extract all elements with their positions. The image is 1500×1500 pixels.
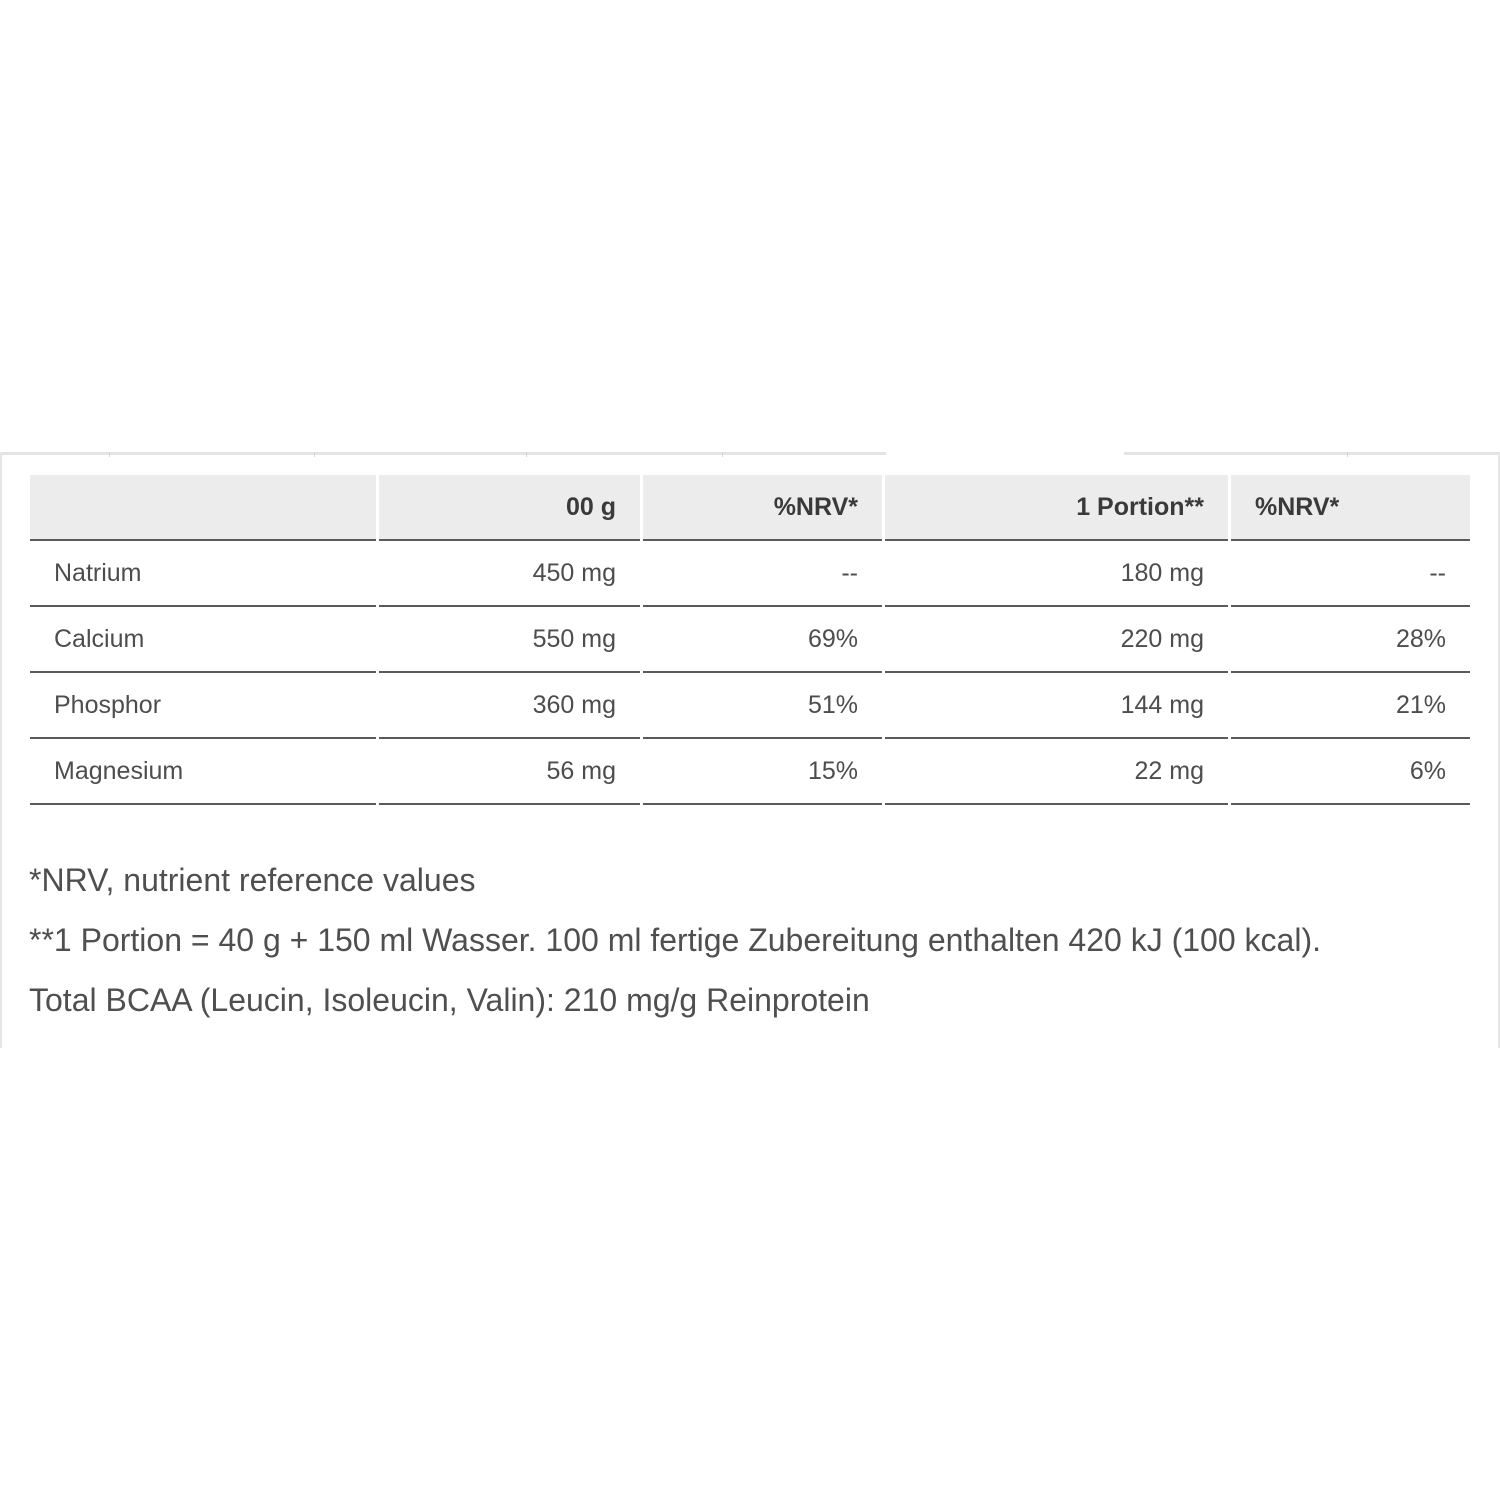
footnote-portion: **1 Portion = 40 g + 150 ml Wasser. 100 ml fertige Zubereitung enthalten 420 kJ (100 kcal). bbox=[29, 922, 1321, 958]
nrv-100g: 15% bbox=[643, 739, 882, 805]
nrv-portion: -- bbox=[1231, 541, 1470, 607]
column-tick bbox=[314, 452, 315, 457]
table-header-row bbox=[30, 475, 1470, 541]
amount-100g: 56 mg bbox=[379, 739, 640, 805]
header-nrv-portion: %NRV* bbox=[1231, 475, 1470, 541]
panel-top-border-right bbox=[1124, 452, 1500, 455]
table-row bbox=[30, 607, 1470, 673]
nrv-100g: 51% bbox=[643, 673, 882, 739]
header-nutrient bbox=[30, 475, 376, 541]
nutrition-table bbox=[27, 475, 1473, 805]
header-per-100g: 00 g bbox=[379, 475, 640, 541]
amount-100g: 360 mg bbox=[379, 673, 640, 739]
amount-portion: 220 mg bbox=[885, 607, 1228, 673]
nrv-portion: 6% bbox=[1231, 739, 1470, 805]
amount-100g: 550 mg bbox=[379, 607, 640, 673]
nrv-portion: 21% bbox=[1231, 673, 1470, 739]
amount-portion: 22 mg bbox=[885, 739, 1228, 805]
nrv-portion: 28% bbox=[1231, 607, 1470, 673]
nutrient-name: Calcium bbox=[30, 607, 376, 673]
nutrition-panel bbox=[0, 452, 1500, 1048]
column-tick bbox=[1347, 452, 1348, 457]
header-per-portion: 1 Portion** bbox=[885, 475, 1228, 541]
table-row bbox=[30, 739, 1470, 805]
footnote-bcaa: Total BCAA (Leucin, Isoleucin, Valin): 210 mg/g Reinprotein bbox=[29, 982, 870, 1018]
nrv-100g: 69% bbox=[643, 607, 882, 673]
column-tick bbox=[722, 452, 723, 457]
table-row bbox=[30, 673, 1470, 739]
header-nrv-100g: %NRV* bbox=[643, 475, 882, 541]
column-tick bbox=[526, 452, 527, 457]
footnote-nrv: *NRV, nutrient reference values bbox=[29, 862, 476, 898]
footnotes bbox=[29, 850, 1321, 1030]
table-row bbox=[30, 541, 1470, 607]
nutrient-name: Phosphor bbox=[30, 673, 376, 739]
nrv-100g: -- bbox=[643, 541, 882, 607]
amount-100g: 450 mg bbox=[379, 541, 640, 607]
nutrient-name: Natrium bbox=[30, 541, 376, 607]
panel-top-border-left bbox=[2, 452, 886, 455]
amount-portion: 180 mg bbox=[885, 541, 1228, 607]
column-tick bbox=[109, 452, 110, 457]
amount-portion: 144 mg bbox=[885, 673, 1228, 739]
nutrient-name: Magnesium bbox=[30, 739, 376, 805]
